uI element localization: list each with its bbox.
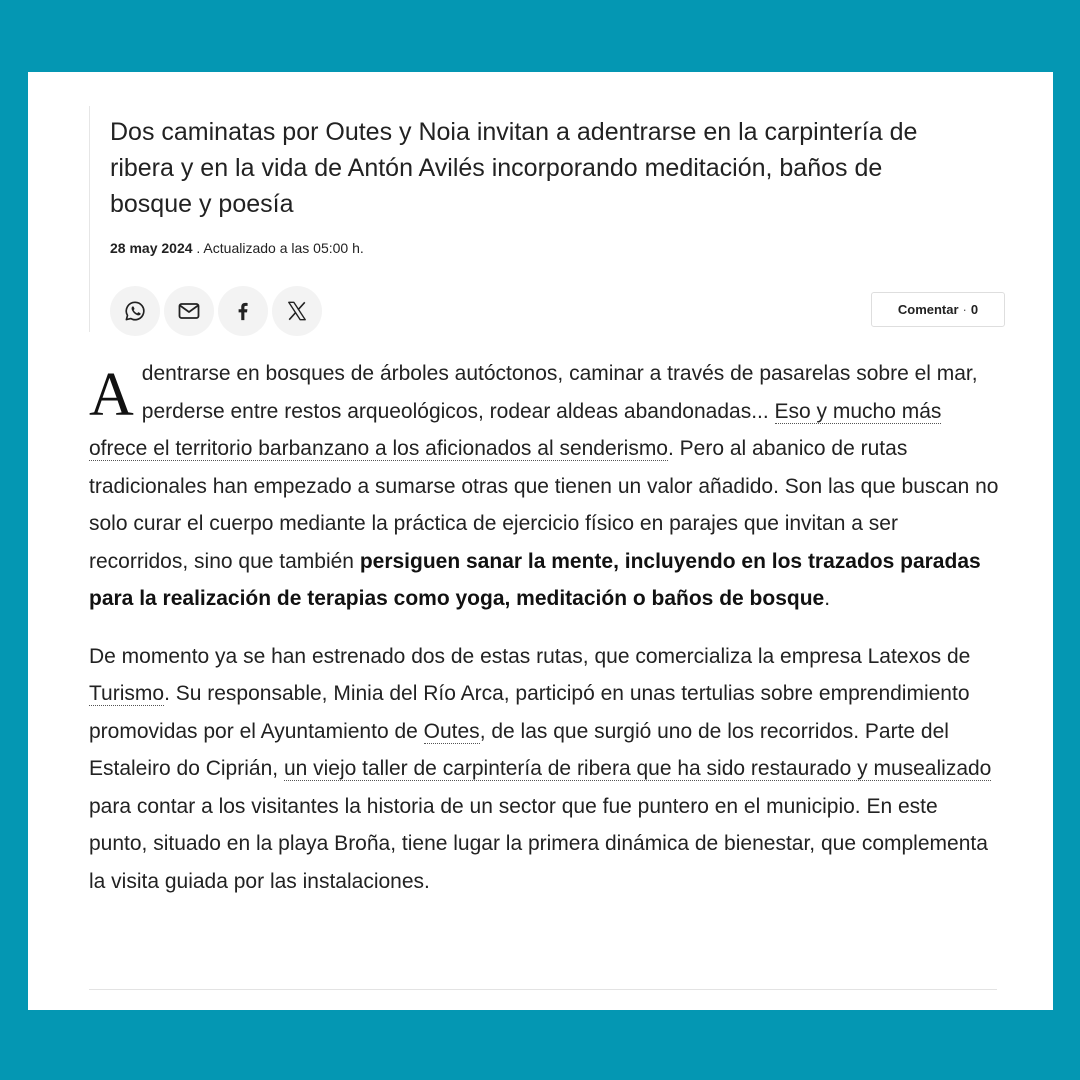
bold-highlight: persiguen sanar la mente, incluyendo en los trazados paradas para la realización de terapias como yoga, meditación o baños de bosque	[89, 549, 981, 610]
whatsapp-icon	[124, 300, 146, 322]
text-segment: . Su responsable, Minia del Río Arca, participó en unas tertulias sobre emprendimiento promovidas por el Ayuntamiento de	[89, 682, 970, 743]
text-segment: .	[824, 587, 831, 610]
article-body	[89, 355, 999, 900]
text-segment: De momento ya se han estrenado dos de estas rutas, que comercializa la empresa Latexos de	[89, 644, 971, 668]
publish-date: 28 may 2024	[110, 240, 193, 256]
share-facebook-button[interactable]	[218, 286, 268, 336]
headline: Dos caminatas por Outes y Noia invitan a adentrarse en la carpintería de ribera y en la vida de Antón Avilés incorporando meditación, baños de bosque y poesía	[110, 118, 918, 218]
estaleiro-link[interactable]: un viejo taller de carpintería de ribera que ha sido restaurado y musealizado	[283, 757, 992, 780]
drop-cap: A	[89, 361, 134, 429]
article-card	[28, 72, 1053, 1010]
share-whatsapp-button[interactable]	[110, 286, 160, 336]
text-segment: dentrarse en bosques de árboles autóctonos, caminar a través de pasarelas sobre el mar, perderse entre restos arqueológicos, rodear aldeas abandonadas...	[141, 362, 978, 423]
text-segment: . Pero al abanico de rutas tradicionales han empezado a sumarse otras que tienen un valor añadido. Son las que buscan no solo curar el cuerpo mediante la práctica de ejercicio físico en parajes que invitan a ser recorridos, sino que también	[89, 437, 999, 573]
outes-link[interactable]: Outes	[423, 719, 480, 743]
article-header	[89, 106, 978, 332]
comment-button[interactable]	[871, 292, 1005, 327]
mail-icon	[177, 299, 201, 323]
updated-time: . Actualizado a las 05:00 h.	[196, 240, 364, 256]
article-meta	[110, 240, 364, 256]
share-x-button[interactable]	[272, 286, 322, 336]
paragraph-1	[89, 355, 999, 618]
divider	[89, 989, 997, 990]
paragraph-2	[89, 638, 999, 901]
comment-label: Comentar	[897, 302, 959, 317]
text-segment: para contar a los visitantes la historia de un sector que fue puntero en el municipio. En este punto, situado en la playa Broña, tiene lugar la primera dinámica de bienestar, que complementa la visita guiada por las instalaciones.	[89, 794, 988, 893]
x-icon	[286, 300, 308, 322]
share-bar	[110, 286, 322, 336]
comment-count: 0	[970, 302, 979, 317]
comment-separator: ·	[962, 302, 967, 317]
share-mail-button[interactable]	[164, 286, 214, 336]
text-segment: , de las que surgió uno de los recorridos. Parte del Estaleiro do Ciprián,	[89, 719, 949, 780]
turismo-link[interactable]: Turismo	[89, 682, 165, 705]
senderismo-link[interactable]: Eso y mucho más ofrece el territorio barbanzano a los aficionados al senderismo	[89, 399, 942, 460]
facebook-icon	[232, 300, 254, 322]
